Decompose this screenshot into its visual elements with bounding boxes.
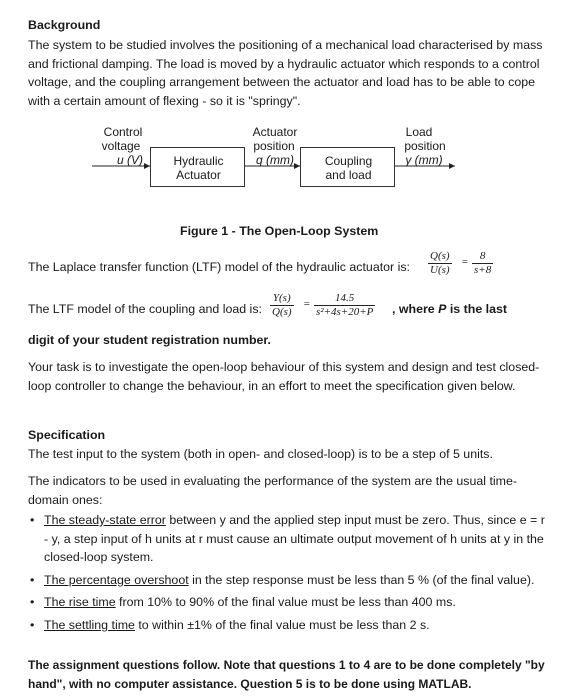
bullet-glyph: • (30, 572, 35, 587)
bullet-glyph: • (30, 617, 35, 632)
bullet-term: The rise time (44, 595, 116, 610)
ltf-coupling-text: The LTF model of the coupling and load is: (28, 302, 262, 316)
mid-signal-label: q (mm) (256, 153, 294, 167)
coupling-load-label: Coupling and load (324, 154, 373, 182)
ltf-coupling-rhs-num: 14.5 (314, 292, 375, 306)
ltf-actuator-rhs (472, 250, 493, 277)
bullet-text: to within ±1% of the final value must be less than 2 s. (134, 617, 430, 632)
diagram-lines (0, 0, 577, 230)
specification-heading: Specification (28, 428, 106, 442)
ltf-actuator-rhs-num: 8 (472, 250, 493, 264)
ltf-coupling-lhs-den: Q(s) (272, 306, 292, 318)
specification-p1: The test input to the system (both in open- and closed-loop) is to be a step of 5 units. (28, 447, 493, 461)
bullet-steady-state-error (28, 511, 548, 567)
specification-bullets (28, 511, 548, 635)
bullet-term: The steady-state error (44, 513, 166, 527)
bullet-text: in the step response must be less than 5 % (of the final value). (188, 572, 535, 587)
ltf-coupling-rhs (314, 292, 375, 319)
bullet-glyph: • (30, 595, 35, 610)
ltf-actuator-lhs-den: U(s) (430, 264, 450, 276)
task-paragraph: Your task is to investigate the open-loop behaviour of this system and design and test closed-loop controller to change the behaviour, in an effort to meet the specification given below. (28, 360, 540, 393)
ltf-actuator-lhs-num: Q(s) (430, 250, 450, 262)
ltf-coupling-lhs-num: Y(s) (270, 292, 294, 306)
coupling-load-block (300, 147, 395, 187)
background-paragraph: The system to be studied involves the positioning of a mechanical load characterised by mass and frictional damping. The load is moved by a hydraulic actuator which responds to a control voltage, and the coupling arrangement between the actuator and load has to be able to cope with a certain amount of flexing - so it is "springy". (28, 38, 543, 108)
output-signal-label: y (mm) (405, 153, 443, 167)
closing-paragraph: The assignment questions follow. Note that questions 1 to 4 are to be done completely "by hand", with no computer assistance. Question 5 is to be done using MATLAB. (28, 658, 545, 691)
input-signal-label: u (V) (116, 153, 143, 167)
bullet-percentage-overshoot (28, 571, 548, 590)
bullet-term: The percentage overshoot (44, 572, 189, 587)
ltf-coupling-line2: digit of your student registration number. (28, 333, 272, 347)
ltf-coupling-rhs-den: s²+4s+20+P (316, 306, 374, 318)
figure-caption: Figure 1 - The Open-Loop System (180, 224, 379, 238)
bullet-rise-time (28, 593, 548, 612)
where-prefix: , where (392, 302, 439, 316)
bullet-text: between y and the applied step input must be zero. Thus, since e = r - y, a step input of h units at r must cause an ultimate output movement of h units at y in the closed-loop system. (44, 513, 545, 565)
hydraulic-actuator-label: Hydraulic Actuator (173, 154, 224, 182)
bullet-settling-time (28, 616, 548, 635)
ltf-actuator-lhs (428, 250, 452, 277)
output-label-position: position (404, 139, 446, 153)
where-variable: P (438, 302, 447, 316)
background-heading: Background (28, 18, 101, 32)
input-label-control: Control (103, 125, 143, 139)
ltf-coupling-lhs (270, 292, 294, 319)
specification-p2: The indicators to be used in evaluating the performance of the system are the usual time-domain ones: (28, 474, 518, 507)
bullet-text: from 10% to 90% of the final value must be less than 400 ms. (115, 595, 456, 610)
ltf-actuator-equation: $\frac{Q(s)}{U(s)}$ = $\frac{8}{s+8}$ (430, 250, 492, 276)
input-label-voltage: voltage (101, 139, 141, 153)
ltf-actuator-rhs-den: s+8 (474, 264, 492, 276)
bullet-glyph: • (30, 513, 35, 527)
mid-label-actuator: Actuator (252, 125, 298, 139)
output-label-load: Load (405, 125, 433, 139)
bullet-term: The settling time (44, 617, 135, 632)
where-suffix: is the last (446, 302, 508, 316)
ltf-coupling-where (392, 300, 507, 318)
mid-label-position: position (253, 139, 295, 153)
ltf-actuator-text: The Laplace transfer function (LTF) model of the hydraulic actuator is: (28, 260, 410, 274)
ltf-coupling-equation: $\frac{Y(s)}{Q(s)}$ = $\frac{14.5}{\text{s²+4s+20+P}}$ (272, 292, 374, 318)
hydraulic-actuator-block (150, 147, 245, 187)
